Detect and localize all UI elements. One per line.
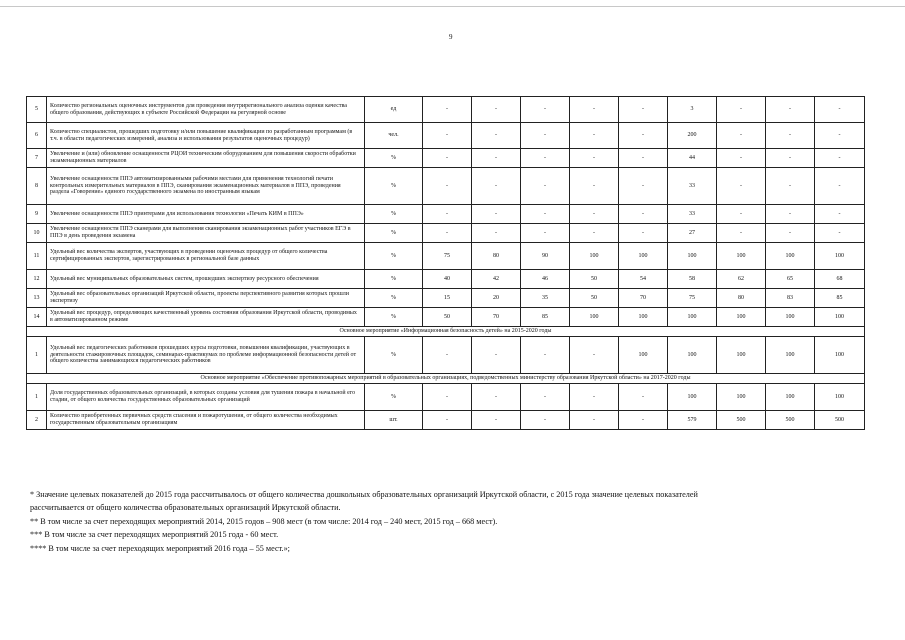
footnote: рассчитывается от общего количества образовательных организаций Иркутской области.: [30, 503, 341, 513]
table-row: [27, 123, 865, 149]
indicator-value: -: [570, 224, 619, 243]
indicator-value: -: [619, 97, 668, 123]
table-row: [27, 168, 865, 205]
indicator-value: -: [472, 149, 521, 168]
table-row: [27, 337, 865, 374]
indicator-value: -: [766, 224, 815, 243]
indicator-value: -: [766, 168, 815, 205]
unit-of-measure: %: [365, 337, 423, 374]
indicator-value: -: [423, 411, 472, 430]
indicator-value: -: [521, 205, 570, 224]
indicator-value: 80: [472, 243, 521, 270]
indicator-value: 50: [570, 270, 619, 289]
indicator-value: 100: [668, 308, 717, 327]
table-row: [27, 97, 865, 123]
indicator-value: 68: [815, 270, 865, 289]
indicator-value: 20: [472, 289, 521, 308]
indicator-description: Доля государственных образовательных организаций, в которых созданы условия для тушения пожара в начальной его стадии, от общего количества государственных образовательных организаций: [47, 384, 365, 411]
indicator-value: -: [766, 97, 815, 123]
indicator-description: Количество специалистов, прошедших подготовку и/или повышение квалификации по разработанным программам (в т.ч. в области педагогических измерений, анализа и использования результатов оценочных процедур): [47, 123, 365, 149]
indicator-value: 54: [619, 270, 668, 289]
indicator-value: -: [717, 168, 766, 205]
indicator-value: -: [423, 224, 472, 243]
indicator-value: -: [570, 337, 619, 374]
row-number: 14: [27, 308, 47, 327]
indicator-value: -: [570, 97, 619, 123]
unit-of-measure: %: [365, 270, 423, 289]
indicator-value: -: [423, 384, 472, 411]
indicator-value: -: [472, 205, 521, 224]
indicator-value: 500: [766, 411, 815, 430]
indicator-value: 100: [668, 243, 717, 270]
indicator-value: 50: [423, 308, 472, 327]
footnote: ** В том числе за счет переходящих мероприятий 2014, 2015 годов – 908 мест (в том числе: 2014 год – 240 мест, 2015 год – 668 мест).: [30, 516, 498, 526]
indicator-value: -: [570, 411, 619, 430]
table-row: [27, 384, 865, 411]
indicator-value: 100: [815, 243, 865, 270]
indicator-value: 100: [619, 337, 668, 374]
indicator-description: Увеличение и (или) обновление оснащенности РЦОИ техническим оборудованием для повышения скорости обработки экзаменационных материалов: [47, 149, 365, 168]
unit-of-measure: %: [365, 243, 423, 270]
indicator-value: 83: [766, 289, 815, 308]
indicator-value: 46: [521, 270, 570, 289]
indicator-description: Увеличение оснащенности ППЭ автоматизированными рабочими местами для применения технологий печати контрольных измерительных материалов в ППЭ, сканирования экзаменационных материалов в ППЭ, проведения раздела «Говорение» единого государственного экзамена по иностранным языкам: [47, 168, 365, 205]
table-row: [27, 270, 865, 289]
indicator-value: -: [815, 205, 865, 224]
indicator-description: Количество региональных оценочных инструментов для проведения внутрирегионального анализа оценки качества общего образования, действующих в субъекте Российской Федерации на регулярной основе: [47, 97, 365, 123]
indicator-value: 100: [668, 337, 717, 374]
row-number: 10: [27, 224, 47, 243]
indicator-value: 579: [668, 411, 717, 430]
table-row: [27, 149, 865, 168]
indicator-value: -: [423, 205, 472, 224]
indicator-value: -: [423, 168, 472, 205]
indicator-value: 70: [472, 308, 521, 327]
unit-of-measure: чел.: [365, 123, 423, 149]
indicator-value: -: [717, 123, 766, 149]
indicator-description: Удельный вес процедур, определяющих качественный уровень состояния образования Иркутской области, проводимых в автоматизированном режиме: [47, 308, 365, 327]
footnote: **** В том числе за счет переходящих мероприятий 2016 года – 55 мест.»;: [30, 543, 290, 553]
row-number: 7: [27, 149, 47, 168]
indicator-value: -: [472, 411, 521, 430]
row-number: 9: [27, 205, 47, 224]
indicator-value: -: [521, 224, 570, 243]
indicator-value: 100: [570, 243, 619, 270]
indicator-value: -: [815, 149, 865, 168]
footnotes: [30, 488, 870, 555]
indicator-value: 100: [619, 308, 668, 327]
table-row: [27, 224, 865, 243]
indicator-value: -: [521, 123, 570, 149]
indicator-value: -: [521, 168, 570, 205]
indicator-value: -: [472, 168, 521, 205]
scan-edge-line: [0, 6, 905, 7]
unit-of-measure: %: [365, 384, 423, 411]
indicator-value: 100: [717, 384, 766, 411]
indicator-value: 100: [570, 308, 619, 327]
indicator-value: 85: [815, 289, 865, 308]
indicator-value: -: [619, 411, 668, 430]
table-row: [27, 243, 865, 270]
indicator-value: -: [521, 149, 570, 168]
footnote: *** В том числе за счет переходящих мероприятий 2015 года - 60 мест.: [30, 530, 279, 540]
indicator-value: 75: [423, 243, 472, 270]
indicator-value: -: [717, 149, 766, 168]
table-row: [27, 205, 865, 224]
indicator-value: -: [815, 224, 865, 243]
row-number: 12: [27, 270, 47, 289]
indicator-value: 15: [423, 289, 472, 308]
row-number: 2: [27, 411, 47, 430]
indicator-value: 85: [521, 308, 570, 327]
indicator-value: -: [570, 384, 619, 411]
unit-of-measure: %: [365, 224, 423, 243]
indicator-description: Удельный вес образовательных организаций Иркутской области, проекты перспективного развития которых прошли экспертизу: [47, 289, 365, 308]
indicator-value: -: [717, 205, 766, 224]
indicator-value: 100: [668, 384, 717, 411]
row-number: 6: [27, 123, 47, 149]
indicator-value: 100: [766, 308, 815, 327]
indicator-value: 33: [668, 205, 717, 224]
indicator-description: Увеличение оснащенности ППЭ сканерами для выполнения сканирования экзаменационных работ участников ЕГЭ в ППЭ в день проведения экзамена: [47, 224, 365, 243]
indicator-value: -: [570, 149, 619, 168]
indicator-value: 500: [815, 411, 865, 430]
indicator-value: -: [717, 224, 766, 243]
indicator-value: 70: [619, 289, 668, 308]
indicator-value: -: [472, 224, 521, 243]
indicator-value: -: [521, 384, 570, 411]
indicator-value: -: [619, 149, 668, 168]
indicator-value: -: [619, 224, 668, 243]
indicator-value: -: [766, 205, 815, 224]
indicator-value: 100: [815, 384, 865, 411]
indicator-value: -: [472, 97, 521, 123]
row-number: 11: [27, 243, 47, 270]
section-header-row: [27, 374, 865, 384]
unit-of-measure: %: [365, 205, 423, 224]
indicator-value: -: [521, 337, 570, 374]
indicator-description: Удельный вес муниципальных образовательных систем, прошедших экспертизу ресурсного обеспечения: [47, 270, 365, 289]
indicator-value: 90: [521, 243, 570, 270]
indicator-description: Количество приобретенных первичных средств спасения и пожаротушения, от общего количества необходимых государственным образовательным организациям: [47, 411, 365, 430]
footnote: * Значение целевых показателей до 2015 года рассчитывалось от общего количества дошкольных образовательных организаций Иркутской области, с 2015 года значение целевых показателей: [30, 490, 698, 499]
indicator-value: 80: [717, 289, 766, 308]
indicator-value: -: [521, 411, 570, 430]
section-title: Основное мероприятие «Обеспечение противопожарных мероприятий в образовательных организациях, подведомственных министерству образования Иркутской области» на 2017-2020 годы: [27, 374, 865, 384]
indicator-value: -: [815, 123, 865, 149]
indicator-value: 100: [766, 337, 815, 374]
indicator-value: 100: [766, 384, 815, 411]
row-number: 1: [27, 384, 47, 411]
indicator-value: 65: [766, 270, 815, 289]
unit-of-measure: %: [365, 168, 423, 205]
unit-of-measure: %: [365, 289, 423, 308]
indicator-value: 75: [668, 289, 717, 308]
indicator-value: 3: [668, 97, 717, 123]
indicator-value: -: [472, 337, 521, 374]
indicator-value: -: [472, 384, 521, 411]
unit-of-measure: %: [365, 149, 423, 168]
indicator-value: -: [423, 149, 472, 168]
indicator-value: -: [570, 205, 619, 224]
indicator-value: -: [423, 97, 472, 123]
indicator-value: -: [766, 123, 815, 149]
indicator-value: -: [815, 97, 865, 123]
indicator-value: 100: [815, 337, 865, 374]
indicator-value: -: [766, 149, 815, 168]
row-number: 8: [27, 168, 47, 205]
indicator-value: -: [619, 205, 668, 224]
indicator-value: 50: [570, 289, 619, 308]
indicators-table: [26, 96, 865, 430]
indicator-value: 100: [815, 308, 865, 327]
unit-of-measure: %: [365, 308, 423, 327]
row-number: 1: [27, 337, 47, 374]
indicator-value: 62: [717, 270, 766, 289]
indicator-value: -: [521, 97, 570, 123]
indicator-value: 100: [717, 337, 766, 374]
indicator-value: 100: [717, 308, 766, 327]
indicator-value: 44: [668, 149, 717, 168]
page-number: 9: [449, 33, 453, 41]
indicator-description: Удельный вес количества экспертов, участвующих в проведении оценочных процедур от общего количества сертифицированных экспертов, зарегистрированных в региональной базе данных: [47, 243, 365, 270]
indicator-value: 500: [717, 411, 766, 430]
indicator-value: -: [619, 123, 668, 149]
indicator-value: 58: [668, 270, 717, 289]
indicator-value: 200: [668, 123, 717, 149]
indicator-value: -: [570, 168, 619, 205]
indicator-value: -: [717, 97, 766, 123]
table-row: [27, 411, 865, 430]
indicator-value: 42: [472, 270, 521, 289]
unit-of-measure: шт.: [365, 411, 423, 430]
table-row: [27, 289, 865, 308]
unit-of-measure: ед: [365, 97, 423, 123]
indicator-value: -: [570, 123, 619, 149]
indicator-value: 40: [423, 270, 472, 289]
indicator-value: 100: [717, 243, 766, 270]
indicator-value: 27: [668, 224, 717, 243]
indicator-description: Удельный вес педагогических работников прошедших курсы подготовки, повышения квалификации, участвующих в деятельности стажировочных площадок, семинарах-практикумах по проблеме информационной безопасности детей от общего количества занимающихся педагогических работников: [47, 337, 365, 374]
indicator-value: 100: [619, 243, 668, 270]
indicator-value: 33: [668, 168, 717, 205]
indicator-value: -: [815, 168, 865, 205]
section-header-row: [27, 327, 865, 337]
indicator-value: 35: [521, 289, 570, 308]
indicator-description: Увеличение оснащенности ППЭ принтерами для использования технологии «Печать КИМ в ППЭ»: [47, 205, 365, 224]
indicator-value: -: [619, 384, 668, 411]
indicator-value: 100: [766, 243, 815, 270]
indicator-value: -: [423, 123, 472, 149]
indicator-value: -: [423, 337, 472, 374]
row-number: 13: [27, 289, 47, 308]
section-title: Основное мероприятие «Информационная безопасность детей» на 2015-2020 годы: [27, 327, 865, 337]
indicator-value: -: [472, 123, 521, 149]
table-row: [27, 308, 865, 327]
indicator-value: -: [619, 168, 668, 205]
row-number: 5: [27, 97, 47, 123]
